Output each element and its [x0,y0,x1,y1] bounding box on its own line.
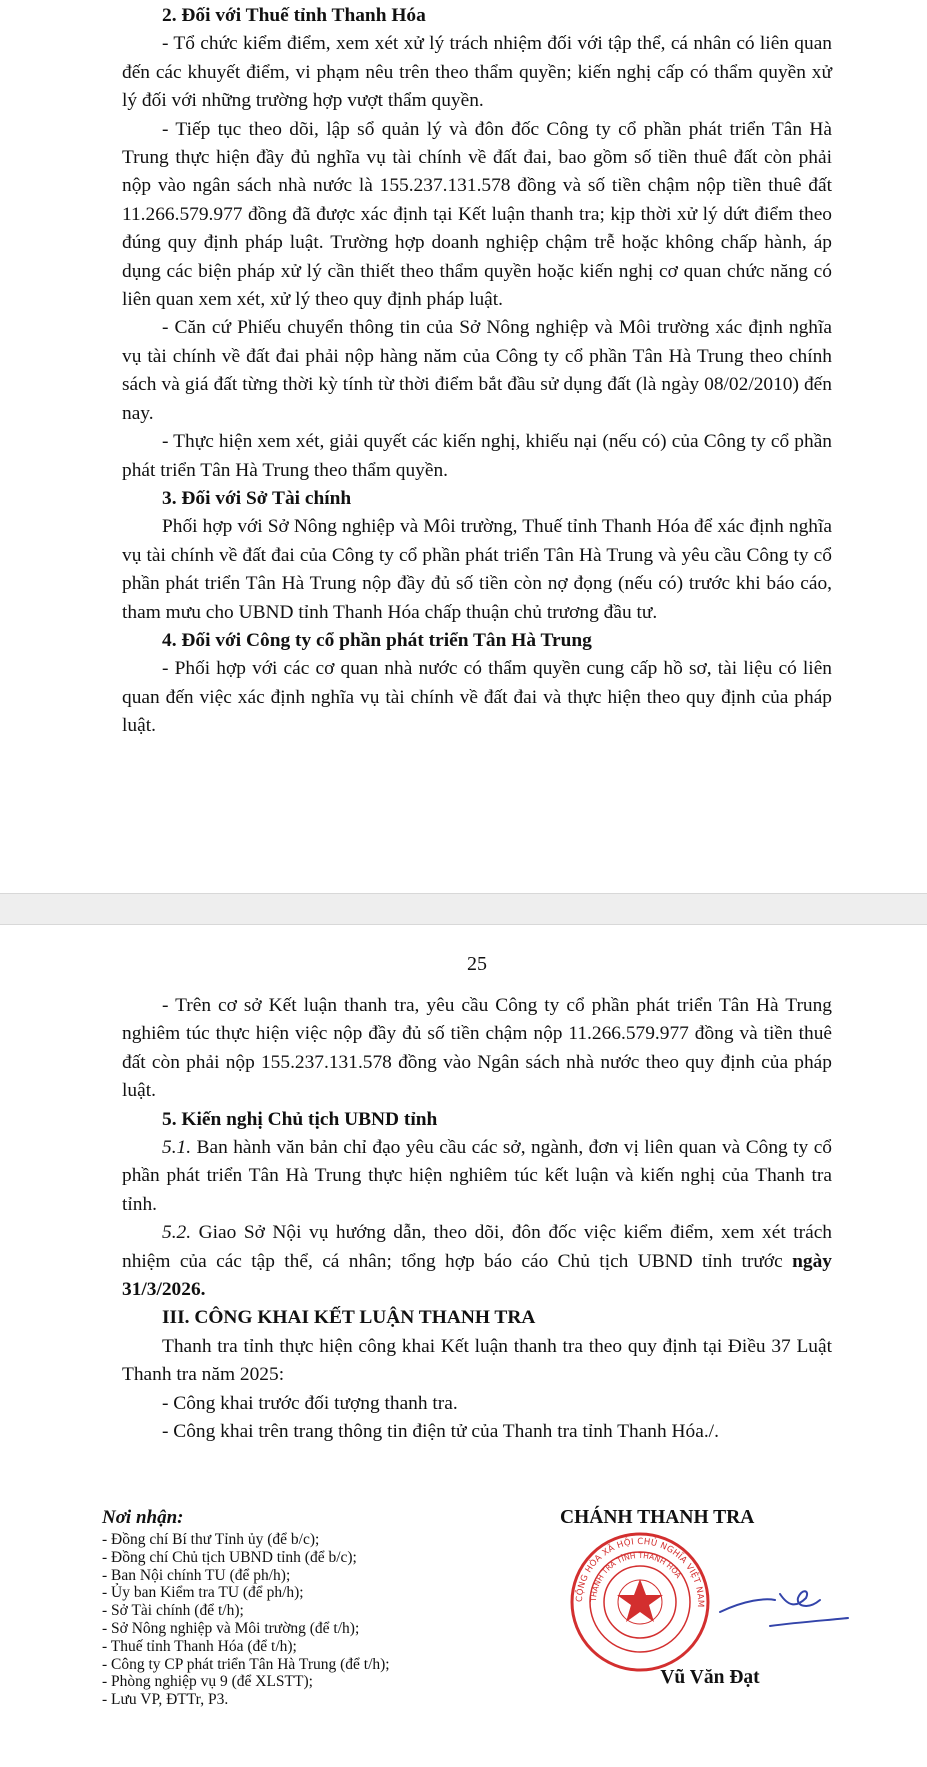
item-text: Giao Sở Nội vụ hướng dẫn, theo dõi, đôn đốc việc kiểm điểm, xem xét trách nhiệm của các tập thể, cá nhân; tổng hợp báo cáo Chủ tịch UBND tỉnh trước [122,1222,832,1272]
section-heading-2: 2. Đối với Thuế tỉnh Thanh Hóa [162,5,426,26]
page-separator [0,893,927,925]
signature-block [560,1505,860,1688]
item-number: 5.1. [162,1137,192,1159]
seal-inner-text: THANH TRA TỈNH THANH HÓA [588,1550,684,1603]
page-number: 25 [467,953,487,975]
paragraph: - Công khai trước đối tượng thanh tra. [162,1392,458,1414]
paragraph: - Thực hiện xem xét, giải quyết các kiến nghị, khiếu nại (nếu có) của Công ty cổ phần phát triển Tân Hà Trung theo thẩm quyền. [122,431,832,481]
signer-name: Vũ Văn Đạt [660,1667,760,1688]
recipient-item: - Đồng chí Bí thư Tỉnh ủy (để b/c); [102,1531,320,1548]
paragraph: - Phối hợp với các cơ quan nhà nước có thẩm quyền cung cấp hồ sơ, tài liệu có liên quan đến việc xác định nghĩa vụ tài chính về đất đai và thực hiện theo quy định của pháp luật. [122,658,832,737]
paragraph: - Công khai trên trang thông tin điện tử của Thanh tra tỉnh Thanh Hóa./. [162,1421,719,1443]
paragraph: Phối hợp với Sở Nông nghiệp và Môi trường, Thuế tỉnh Thanh Hóa để xác định nghĩa vụ tài chính về đất đai của Công ty cổ phần phát triển Tân Hà Trung và yêu cầu Công ty cổ phần phát triển Tân Hà Trung nộp đầy đủ số tiền còn nợ đọng (nếu có) trước khi báo cáo, tham mưu cho UBND tỉnh Thanh Hóa chấp thuận chủ trương đầu tư. [122,516,832,623]
recipients-block [102,1505,532,1709]
recipient-item: - Công ty CP phát triển Tân Hà Trung (để t/h); [102,1655,390,1673]
seal-outer-text: CỘNG HÒA XÃ HỘI CHỦ NGHĨA VIỆT NAM [574,1536,706,1608]
item-text: Ban hành văn bản chỉ đạo yêu cầu các sở, ngành, đơn vị liên quan và Công ty cổ phần phát triển Tân Hà Trung thực hiện nghiêm túc kết luận và kiến nghị của Thanh tra tỉnh. [122,1137,832,1215]
paragraph: - Trên cơ sở Kết luận thanh tra, yêu cầu Công ty cổ phần phát triển Tân Hà Trung nghiêm túc thực hiện việc nộp đầy đủ số tiền chậm nộp 11.266.579.977 đồng và tiền thuê đất còn phải nộp 155.237.131.578 đồng vào Ngân sách nhà nước theo quy định của pháp luật. [122,995,832,1102]
handwritten-signature-icon [710,1570,850,1630]
recipients-title: Nơi nhận: [102,1507,184,1528]
recipient-item: - Thuế tỉnh Thanh Hóa (để t/h); [102,1637,297,1655]
recipient-item: - Sở Tài chính (để t/h); [102,1602,244,1620]
signer-title: CHÁNH THANH TRA [560,1507,755,1528]
item-number: 5.2. [162,1222,192,1244]
paragraph-5-2 [122,1219,832,1304]
recipient-item: - Sở Nông nghiệp và Môi trường (để t/h); [102,1619,360,1637]
deadline-date: ngày 31/3/2026. [122,1250,832,1301]
recipient-item: - Ủy ban Kiểm tra TU (để ph/h); [102,1584,304,1602]
paragraph: - Tiếp tục theo dõi, lập sổ quản lý và đôn đốc Công ty cổ phần phát triển Tân Hà Trung thực hiện đầy đủ nghĩa vụ tài chính về đất đai, bao gồm số tiền thuê đất còn phải nộp vào ngân sách nhà nước là 155.237.131.578 đồng và số tiền chậm nộp tiền thuê đất 11.266.579.977 đồng đã được xác định tại Kết luận thanh tra; kịp thời xử lý dứt điểm theo đúng quy định pháp luật. Trường hợp doanh nghiệp chậm trễ hoặc không chấp hành, áp dụng các biện pháp xử lý cần thiết theo thẩm quyền hoặc kiến nghị cơ quan chức năng có liên quan xem xét, xử lý theo quy định pháp luật. [122,118,832,311]
paragraph: - Căn cứ Phiếu chuyển thông tin của Sở Nông nghiệp và Môi trường xác định nghĩa vụ tài chính về đất đai phải nộp hàng năm của Công ty cổ phần Tân Hà Trung theo chính sách và giá đất từng thời kỳ tính từ thời điểm bắt đầu sử dụng đất (là ngày 08/02/2010) đến nay. [122,317,832,424]
recipient-item: - Phòng nghiệp vụ 9 (để XLSTT); [102,1673,313,1691]
official-seal-icon [560,1527,720,1677]
recipient-item: - Lưu VP, ĐTTr, P3. [102,1691,229,1709]
document-footer [0,1505,927,1767]
recipients-list [102,1531,532,1709]
paragraph: Thanh tra tỉnh thực hiện công khai Kết luận thanh tra theo quy định tại Điều 37 Luật Thanh tra năm 2025: [122,1335,832,1386]
recipient-item: - Đồng chí Chủ tịch UBND tỉnh (để b/c); [102,1548,357,1566]
section-heading-5: 5. Kiến nghị Chủ tịch UBND tỉnh [162,1108,438,1130]
section-heading-4: 4. Đối với Công ty cổ phần phát triển Tân Hà Trung [162,629,592,651]
section-heading-3: 3. Đối với Sở Tài chính [162,487,352,509]
recipient-item: - Ban Nội chính TU (để ph/h); [102,1566,291,1584]
paragraph: - Tổ chức kiểm điểm, xem xét xử lý trách nhiệm đối với tập thể, cá nhân có liên quan đến các khuyết điểm, vi phạm nêu trên theo thẩm quyền; kiến nghị cấp có thẩm quyền xử lý đối với những trường hợp vượt thẩm quyền. [122,33,832,112]
section-heading-III: III. CÔNG KHAI KẾT LUẬN THANH TRA [162,1307,536,1329]
paragraph-5-1 [122,1134,832,1219]
